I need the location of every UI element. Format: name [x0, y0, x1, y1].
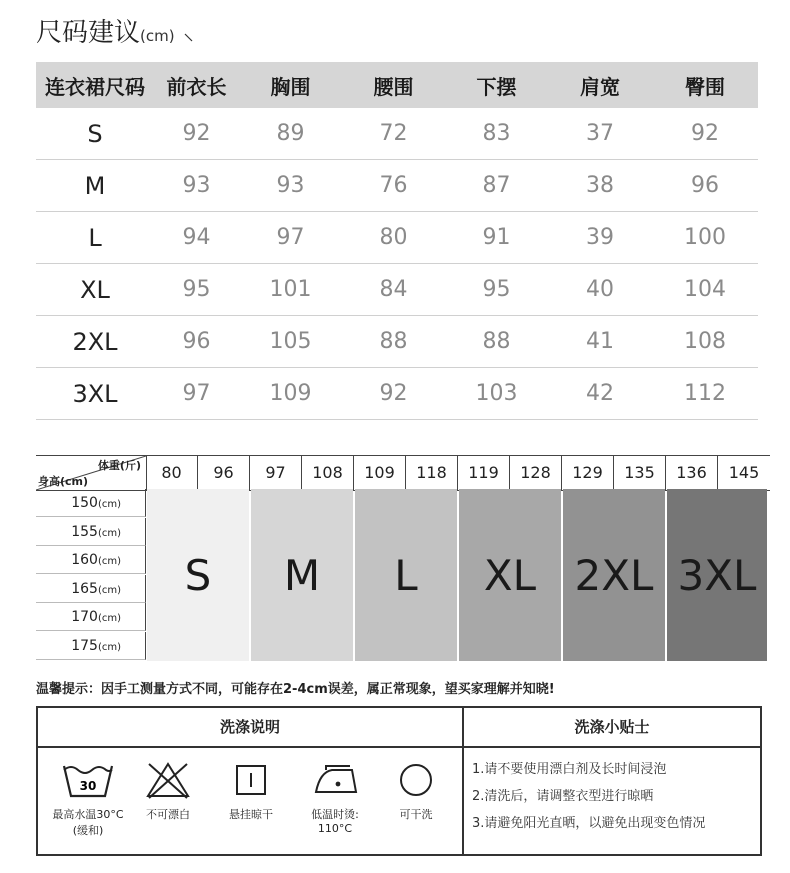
height-number: 160	[71, 552, 98, 569]
height-value	[36, 518, 146, 546]
icon-label: 可干洗	[399, 808, 433, 821]
weight-value: 128	[510, 456, 562, 490]
height-value	[36, 603, 146, 631]
measurement-cell: 101	[239, 264, 342, 316]
header-cell: 连衣裙尺码	[36, 62, 154, 108]
measurement-cell: 39	[548, 212, 652, 264]
size-row	[36, 368, 758, 420]
tip-item: 2.清洗后，请调整衣型进行晾晒	[472, 789, 654, 804]
size-label: 2XL	[36, 316, 154, 368]
size-label: 3XL	[36, 368, 154, 420]
care-box	[36, 706, 762, 856]
size-table-header	[36, 62, 758, 108]
size-block-l: L	[355, 489, 457, 661]
measurement-note: 温馨提示：因手工测量方式不同，可能存在2-4cm误差，属正常现象，望买家理解并知晓!	[36, 682, 555, 697]
wash-title: 洗涤说明	[38, 708, 462, 748]
dry-clean-icon	[396, 760, 436, 800]
size-label: XL	[36, 264, 154, 316]
size-block-3xl: 3XL	[667, 489, 767, 661]
weight-value: 118	[406, 456, 458, 490]
header-cell: 下摆	[445, 62, 548, 108]
height-number: 150	[71, 495, 98, 511]
size-block-2xl: 2XL	[563, 489, 665, 661]
size-block-m: M	[251, 489, 353, 661]
measurement-cell: 103	[445, 368, 548, 420]
tip-item: 1.请不要使用漂白剂及长时间浸泡	[472, 762, 667, 777]
weight-value: 108	[302, 456, 354, 490]
measurement-cell: 72	[342, 108, 445, 160]
measurement-cell: 92	[342, 368, 445, 420]
measurement-cell: 96	[652, 160, 758, 212]
measurement-cell: 76	[342, 160, 445, 212]
height-unit: (cm)	[97, 499, 121, 510]
measurement-cell: 112	[652, 368, 758, 420]
hang-dry-icon	[231, 760, 271, 800]
measurement-cell: 40	[548, 264, 652, 316]
size-row	[36, 160, 758, 212]
measurement-cell: 104	[652, 264, 758, 316]
weight-value: 80	[146, 456, 198, 490]
icon-label: 悬挂晾干	[229, 808, 273, 821]
measurement-cell: 88	[342, 316, 445, 368]
measurement-cell: 89	[239, 108, 342, 160]
measurement-cell: 96	[154, 316, 239, 368]
size-row	[36, 316, 758, 368]
tip-item: 3.请避免阳光直晒，以避免出现变色情况	[472, 816, 706, 831]
size-table	[36, 62, 758, 420]
measurement-cell: 109	[239, 368, 342, 420]
measurement-cell: 93	[154, 160, 239, 212]
measurement-cell: 94	[154, 212, 239, 264]
height-number: 170	[71, 609, 98, 626]
wash-instructions	[38, 708, 464, 854]
measurement-cell: 100	[652, 212, 758, 264]
weight-header-row	[36, 455, 770, 491]
size-row	[36, 264, 758, 316]
measurement-cell: 42	[548, 368, 652, 420]
measurement-cell: 80	[342, 212, 445, 264]
size-row	[36, 108, 758, 160]
weight-value: 129	[562, 456, 614, 490]
header-cell: 腰围	[342, 62, 445, 108]
measurement-cell: 95	[154, 264, 239, 316]
size-label: M	[36, 160, 154, 212]
page-title	[36, 12, 194, 49]
size-block-s: S	[147, 489, 249, 661]
measurement-cell: 92	[652, 108, 758, 160]
measurement-cell: 92	[154, 108, 239, 160]
measurement-cell: 87	[445, 160, 548, 212]
icon-sublabel: (缓和)	[72, 824, 104, 837]
header-cell: 肩宽	[548, 62, 652, 108]
measurement-cell: 95	[445, 264, 548, 316]
height-number: 165	[71, 580, 98, 597]
height-number: 155	[71, 523, 98, 540]
height-value	[36, 489, 146, 517]
measurement-cell: 108	[652, 316, 758, 368]
no-bleach-item	[138, 760, 198, 822]
icon-sublabel: 110°C	[317, 822, 353, 835]
height-number: 175	[71, 638, 98, 654]
low-iron-icon	[310, 760, 360, 800]
wash-30-item	[42, 760, 134, 838]
measurement-cell: 83	[445, 108, 548, 160]
height-value	[36, 546, 146, 574]
size-label: S	[36, 108, 154, 160]
height-value	[36, 575, 146, 603]
icon-label: 低温时烫:	[311, 808, 359, 821]
height-axis-label: 身高(cm)	[38, 475, 89, 488]
size-block-xl: XL	[459, 489, 561, 661]
weight-value: 136	[666, 456, 718, 490]
wash-tips	[464, 708, 760, 854]
corner-mark-icon	[184, 33, 194, 43]
measurement-cell: 41	[548, 316, 652, 368]
weight-value: 135	[614, 456, 666, 490]
weight-value: 145	[728, 463, 760, 482]
measurement-cell: 38	[548, 160, 652, 212]
measurement-cell: 88	[445, 316, 548, 368]
height-unit: (cm)	[97, 642, 121, 653]
weight-value: 119	[458, 456, 510, 490]
wash-temp: 30	[79, 779, 97, 793]
measurement-cell: 97	[154, 368, 239, 420]
icon-label: 最高水温30°C	[52, 808, 124, 821]
title-text: 尺码建议	[36, 18, 141, 48]
dry-clean-item	[386, 760, 446, 822]
measurement-cell: 91	[445, 212, 548, 264]
tips-title: 洗涤小贴士	[464, 708, 760, 748]
header-cell: 臀围	[652, 62, 758, 108]
header-cell: 前衣长	[154, 62, 239, 108]
size-label: L	[36, 212, 154, 264]
measurement-cell: 37	[548, 108, 652, 160]
weight-height-chart	[36, 455, 770, 661]
corner-cell	[36, 456, 147, 490]
measurement-cell: 105	[239, 316, 342, 368]
header-cell: 胸围	[239, 62, 342, 108]
wash-30-icon	[61, 760, 115, 800]
height-unit: (cm)	[97, 527, 121, 539]
weight-value: 109	[354, 456, 406, 490]
height-unit: (cm)	[97, 613, 121, 625]
measurement-cell: 93	[239, 160, 342, 212]
measurement-cell: 97	[239, 212, 342, 264]
size-row	[36, 212, 758, 264]
height-unit: (cm)	[97, 584, 121, 596]
measurement-cell: 84	[342, 264, 445, 316]
weight-value: 96	[198, 456, 250, 490]
height-unit: (cm)	[97, 556, 121, 568]
height-value	[36, 632, 146, 660]
icon-label: 不可漂白	[146, 808, 190, 821]
weight-value: 97	[250, 456, 302, 490]
hang-dry-item	[218, 760, 284, 822]
weight-axis-label: 体重(斤)	[97, 459, 141, 472]
low-iron-item	[300, 760, 370, 835]
no-bleach-icon	[145, 760, 191, 800]
title-unit: (cm)	[140, 27, 175, 45]
